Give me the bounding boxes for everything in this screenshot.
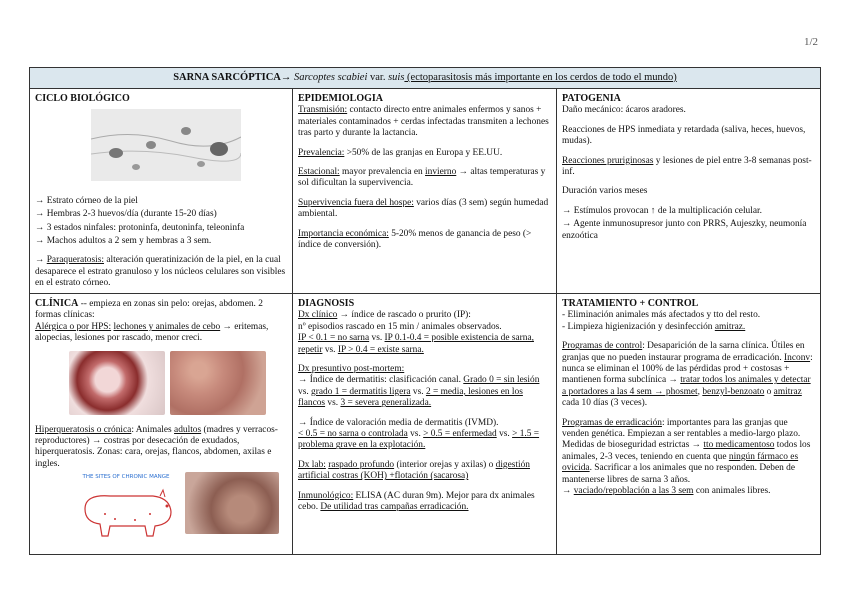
iv-3: > 1.5 = problema grave en la explotación. — [298, 429, 540, 451]
hiper-term: Hiperqueratosis o crónica — [35, 424, 132, 435]
pc-benz: benzyl-benzoato — [702, 386, 765, 397]
banner-note: (ectoparasitosis más importante en los cerdos de todo el mundo) — [404, 72, 677, 83]
clinica-bottom-images — [75, 472, 287, 536]
alergica-sub: lechones y animales de cebo — [113, 321, 221, 332]
photo-chronic-mange — [185, 472, 279, 534]
dx-clinico-text: → índice de rascado o prurito (IP): — [337, 310, 471, 321]
tto-l2-u: amitraz. — [714, 321, 746, 332]
cell-tratamiento — [557, 294, 820, 555]
prurito-term: Reacciones pruriginosas — [562, 155, 654, 166]
hiper-text: (madres y verracos-reproductores) → costras por desecación de exudados, hiperqueratosis. Zonas: cara, orejas, flancos, abdomen, axilas e ingles. — [35, 424, 278, 469]
pe-term: Programas de erradicación — [562, 417, 662, 428]
supervivencia — [298, 198, 551, 221]
vs: vs. — [407, 429, 424, 440]
photo-skin-erythema — [170, 351, 266, 415]
pig-diagram — [75, 472, 177, 536]
summary-table — [29, 67, 821, 555]
pe-text2: todos los animales, 2-3 veces, teniendo en cuenta que — [562, 440, 811, 462]
pe-text3: . Sacrificar a los animales que no responden. Deben de mantenerse libres de sarna 3 años. — [562, 463, 796, 485]
dx-clinico-line2: nº episodios rascado en 15 min / animales observados. — [298, 321, 502, 332]
prevalencia — [298, 148, 551, 159]
ip-vs1: vs. — [369, 333, 385, 344]
iv-2: > 0.5 = enfermedad — [423, 429, 497, 440]
dx-clinico — [298, 310, 551, 321]
ivmd-scale — [298, 429, 551, 452]
photo-piglet-lesions — [69, 351, 165, 415]
ip-vs2: vs. — [322, 344, 338, 355]
prevalencia-text: >50% de las granjas en Europa y EE.UU. — [344, 147, 503, 158]
grado-2: 2 = media, lesiones en los flancos — [298, 386, 523, 409]
paraqueratosis-desc: alteración queratinización de la piel, en la cual desaparece el estrato granuloso y los núcleos celulares son visibles en el estrato córneo. — [35, 255, 286, 289]
dx-clinico-term: Dx clínico — [298, 310, 338, 321]
importancia — [298, 229, 551, 252]
pc-text: : Desaparición de la sarna clínica. Útiles en granjas que no pueden instaurar programa de erradicación. — [562, 341, 805, 363]
mite-diagram — [91, 109, 241, 181]
cell-ciclo — [30, 89, 293, 294]
alergica-text: → eritemas, alopecias, lesiones por rascado, menor creci. — [35, 321, 269, 344]
estacional-text2: → altas temperaturas y sol dificultan la supervivencia. — [298, 167, 546, 189]
content-grid — [30, 89, 820, 555]
supervivencia-term: Supervivencia fuera del hospe: — [298, 197, 414, 208]
clinica-photos — [69, 351, 287, 415]
pig-outline — [75, 484, 177, 540]
estacional-text: mayor prevalencia en — [339, 167, 426, 178]
pe-text: : importantes para las granjas que venden genética. Empiezan a ser rentables a medio-largo plazo. Medidas de bioseguridad estrictas → — [562, 417, 801, 451]
pc-inconv: Inconv — [784, 352, 811, 363]
ip-1: IP < 0.1 = no sarna — [298, 333, 370, 344]
heading-clinica: CLÍNICA — [35, 298, 79, 309]
vs: vs. — [496, 429, 513, 440]
lab-c: digestión artificial costras (KOH) +flotación (sacarosa) — [298, 459, 530, 482]
imm-end: De utilidad tras campañas erradicación. — [320, 502, 469, 513]
lab-b: (interior orejas y axilas) o — [394, 459, 496, 470]
grado-3: 3 = severa generalizada. — [340, 398, 432, 409]
lab-term: Dx lab: — [298, 459, 326, 470]
ciclo-line: → Machos adultos a 2 sem y hembras a 3 sem. — [35, 236, 212, 247]
pc-end: cada 10 días (3 veces). — [562, 398, 648, 409]
ivmd: → Índice de valoración media de dermatitis (IVMD). — [298, 417, 499, 428]
hiper-a: : Animales — [131, 424, 175, 435]
pc-b: , — [697, 386, 703, 397]
transmision-text: contacto directo entre animales enfermos y sanos + materiales contaminados + cerdas infectadas transmiten a lechones tras parto y durante la lactancia. — [298, 105, 549, 139]
vs: vs. — [298, 386, 312, 397]
ip-scale — [298, 333, 551, 356]
forma-hiperqueratosis — [35, 425, 287, 471]
clinica-intro-text: -- empieza en zonas sin pelo: orejas, abdomen. 2 formas clínicas: — [35, 299, 263, 321]
vs: vs. — [325, 398, 341, 409]
pc-term: Programas de control — [562, 341, 643, 352]
importancia-term: Importancia económica: — [298, 228, 389, 239]
hiper-adultos: adultos — [174, 424, 202, 435]
estacional-word: invierno — [425, 167, 457, 178]
page-number: 1/2 — [803, 36, 818, 48]
prurito-text: y lesiones de piel entre 3-8 semanas post-inf. — [562, 155, 812, 178]
heading-epidemiologia: EPIDEMIOLOGIA — [298, 93, 384, 104]
prevalencia-term: Prevalencia: — [298, 147, 345, 158]
estacional — [298, 167, 551, 190]
cell-clinica — [30, 294, 293, 555]
tto-l2: - Limpieza higienización y desinfección — [562, 321, 715, 332]
pm-1: → Índice de dermatitis: clasificación canal. — [298, 375, 464, 386]
cell-diagnosis — [293, 294, 557, 555]
paraqueratosis-text: → Paraqueratosis: alteración queratinización de la piel, en la cual desaparece el estrato granuloso y los núcleos celulares son visibles en el estrato córneo. — [35, 255, 286, 289]
pe-last-a: → — [562, 486, 574, 497]
paraqueratosis-term: Paraqueratosis: — [46, 255, 104, 266]
pe-u2: ningún fármaco es ovicida — [562, 451, 799, 474]
transmision — [298, 105, 551, 139]
forma-alergica — [35, 322, 287, 345]
heading-tratamiento: TRATAMIENTO + CONTROL — [562, 298, 699, 309]
importancia-text: 5-20% menos de ganancia de peso (> índice de conversión). — [298, 228, 532, 251]
pc-u: tratar todos los animales y detectar a portadores a las 4 sem → phosmet — [562, 375, 811, 397]
programas-control — [562, 341, 815, 409]
ciclo-line: → Estrato córneo de la piel — [35, 195, 138, 206]
ip-2: IP 0.1-0.4 = posible existencia de sarna, repetir — [298, 333, 534, 355]
tto-line-1: - Eliminación animales más afectados y tto del resto. — [562, 310, 761, 321]
ip-3: IP > 0.4 = existe sarna. — [337, 344, 424, 355]
vaciado — [562, 486, 815, 497]
pc-o: o — [764, 386, 774, 397]
dx-inmunologico — [298, 491, 551, 514]
cell-epidemiologia — [293, 89, 557, 294]
ciclo-line: → 3 estados ninfales: protoninfa, deutoninfa, teleoninfa — [35, 222, 245, 233]
inmunosupresor: → Agente inmunosupresor junto con PRRS, Aujeszky, neumonía enzoótica — [562, 219, 807, 241]
estacional-term: Estacional: — [298, 167, 340, 178]
iv-1: < 0.5 = no sarna o controlada — [298, 429, 408, 440]
indice-dermatitis — [298, 375, 551, 409]
grado-0: Grado 0 = sin lesión — [463, 375, 540, 386]
transmision-term: Transmisión: — [298, 105, 348, 116]
reacciones-pruriginosas — [562, 156, 815, 179]
vs: vs. — [410, 386, 426, 397]
banner-title: SARNA SARCÓPTICA→ — [173, 72, 294, 83]
ciclo-line: → Hembras 2-3 huevos/día (durante 15-20 días) — [35, 209, 217, 220]
heading-diagnosis: DIAGNOSIS — [298, 298, 355, 309]
dx-lab — [298, 460, 551, 483]
title-banner — [30, 68, 820, 89]
banner-suis: suis — [388, 72, 405, 83]
grado-1: grado 1 = dermatitis ligera — [311, 386, 411, 397]
pc-ami: amitraz — [773, 386, 802, 397]
duracion: Duración varios meses — [562, 186, 648, 197]
pig-diagram-caption: THE SITES OF CHRONIC MANGE — [82, 474, 170, 481]
reacciones-hps: Reacciones de HPS inmediata y retardada (saliva, heces, huevos, mudas). — [562, 124, 806, 147]
heading-patogenia: PATOGENIA — [562, 93, 621, 104]
clinica-intro — [35, 298, 287, 322]
banner-species: Sarcoptes scabiei — [293, 72, 368, 83]
pe-u: tto medicamentoso — [703, 440, 775, 451]
programas-erradicacion — [562, 418, 815, 486]
dano-mecanico: Daño mecánico: ácaros aradores. — [562, 105, 686, 116]
imm-text: ELISA (AC duran 9m). Mejor para dx animales cebo. — [298, 490, 535, 513]
alergica-term: Alérgica o por HPS: — [35, 321, 112, 332]
dx-post-mortem: Dx presuntivo post-mortem: — [298, 364, 405, 375]
estimulos: → Estímulos provocan ↑ de la multiplicación celular. — [562, 205, 762, 216]
supervivencia-text: varios días (3 sem) según humedad ambiental. — [298, 197, 549, 220]
imm-term: Inmunológico: — [298, 490, 354, 501]
pe-last-b: con animales libres. — [693, 486, 771, 497]
cell-patogenia — [557, 89, 820, 294]
lab-a: raspado profundo — [328, 459, 395, 470]
pc-text2: : nunca se eliminan el 100% de las pérdidas prod + costosas + mantienen forma subclínica → — [562, 352, 813, 386]
pe-last-u: vaciado/repoblación a las 3 sem — [573, 486, 694, 497]
tto-line-2 — [562, 322, 815, 333]
heading-ciclo: CICLO BIOLÓGICO — [35, 93, 130, 104]
banner-var: var. — [367, 72, 389, 83]
